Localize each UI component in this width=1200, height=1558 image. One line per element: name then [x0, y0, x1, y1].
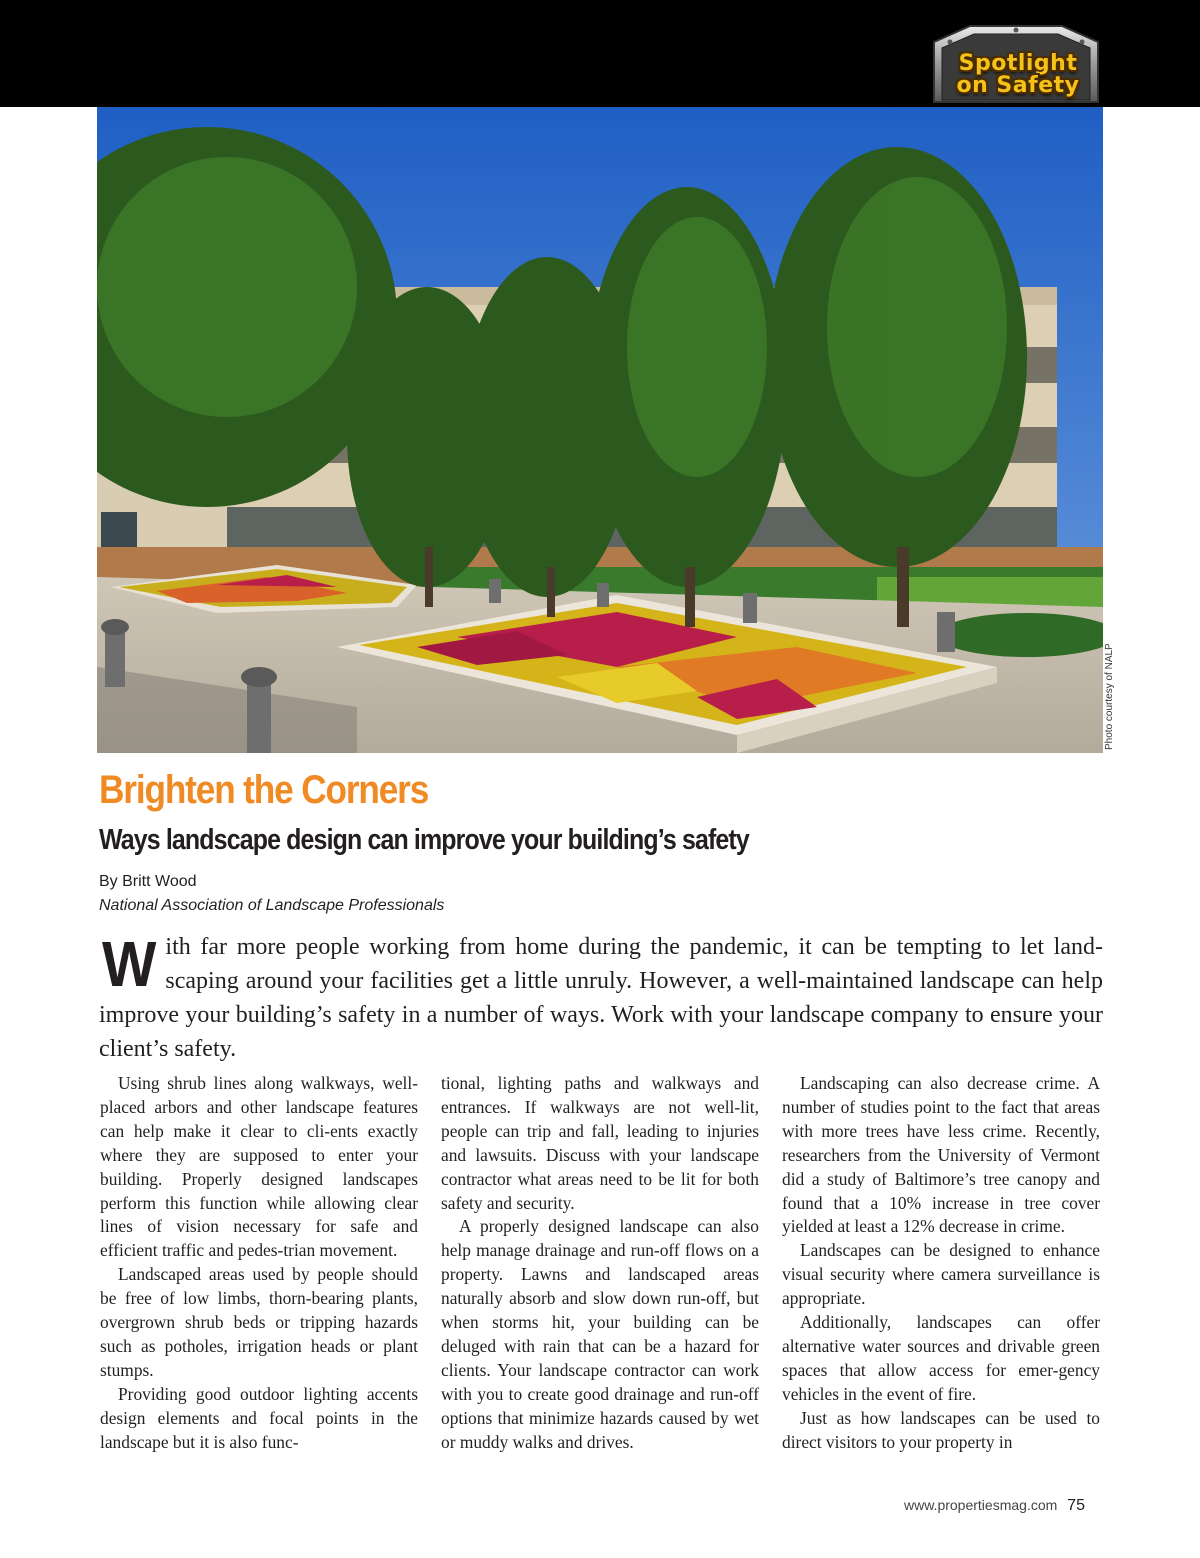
- page-footer: [904, 1497, 1085, 1515]
- article-intro: [99, 930, 1103, 1066]
- paragraph: Providing good outdoor lighting accents design elements and focal points in the landscape but it is also func-: [100, 1383, 418, 1452]
- paragraph: Using shrub lines along walkways, well-placed arbors and other landscape features can help make it clear to cli-ents exactly where they are supposed to enter your building. Properly designed landscapes perform this function while allowing clear lines of vision necessary for safe and efficient traffic and pedes-trian movement.: [100, 1073, 418, 1261]
- paragraph: Landscaping can also decrease crime. A number of studies point to the fact that areas with more trees have less crime. Recently, researchers from the University of Vermont did a study of Baltimore’s tree canopy and found that a 10% increase in tree cover yielded at least a 12% decrease in crime.: [782, 1073, 1100, 1237]
- paragraph: Just as how landscapes can be used to direct visitors to your property in: [782, 1407, 1100, 1452]
- paragraph: tional, lighting paths and walkways and entrances. If walkways are not well-lit, people can trip and fall, leading to injuries and lawsuits. Discuss with your landscape contractor what areas need to be lit for both safety and security.: [441, 1073, 759, 1213]
- photo-credit: Photo courtesy of NALP: [1104, 643, 1115, 750]
- author-organization: National Association of Landscape Professionals: [99, 897, 445, 914]
- intro-text: ith far more people working from home during the pandemic, it can be tempting to let land-scaping around your facilities get a little unruly. However, a well-maintained landscape can help improve your building’s safety in a number of ways. Work with your landscape company to ensure your client’s safety.: [99, 934, 1103, 1062]
- landscape-photo-illustration: [97, 107, 1103, 753]
- article-column-3: [782, 1072, 1100, 1455]
- paragraph: Additionally, landscapes can offer alternative water sources and drivable green spaces that allow access for emer-gency vehicles in the event of fire.: [782, 1312, 1100, 1404]
- author-byline: By Britt Wood: [99, 873, 197, 890]
- spotlight-badge-label: [952, 52, 1084, 97]
- paragraph: Landscapes can be designed to enhance visual security where camera surveillance is appropriate.: [782, 1240, 1100, 1309]
- badge-line-1: Spotlight: [958, 51, 1078, 76]
- article-column-1: [100, 1072, 418, 1455]
- hero-photo: [97, 107, 1103, 753]
- page-number: 75: [1067, 1497, 1085, 1514]
- article-column-2: [441, 1072, 759, 1455]
- paragraph: Landscaped areas used by people should be free of low limbs, thorn-bearing plants, overgrown shrub beds or tripping hazards such as potholes, irrigation heads or plant stumps.: [100, 1264, 418, 1380]
- article-headline: Brighten the Corners: [99, 768, 429, 812]
- paragraph: A properly designed landscape can also help manage drainage and run-off flows on a property. Lawns and landscaped areas naturally absorb and slow down run-off, but when storms hit, your building can be deluged with rain that can be a hazard for clients. Your landscape contractor can work with you to create good drainage and run-off options that minimize hazards caused by wet or muddy walks and drives.: [441, 1216, 759, 1452]
- footer-url[interactable]: www.propertiesmag.com: [904, 1497, 1058, 1513]
- article-subhead: Ways landscape design can improve your building’s safety: [99, 824, 749, 856]
- drop-cap: W: [102, 928, 157, 1000]
- badge-line-2: on Safety: [956, 73, 1080, 98]
